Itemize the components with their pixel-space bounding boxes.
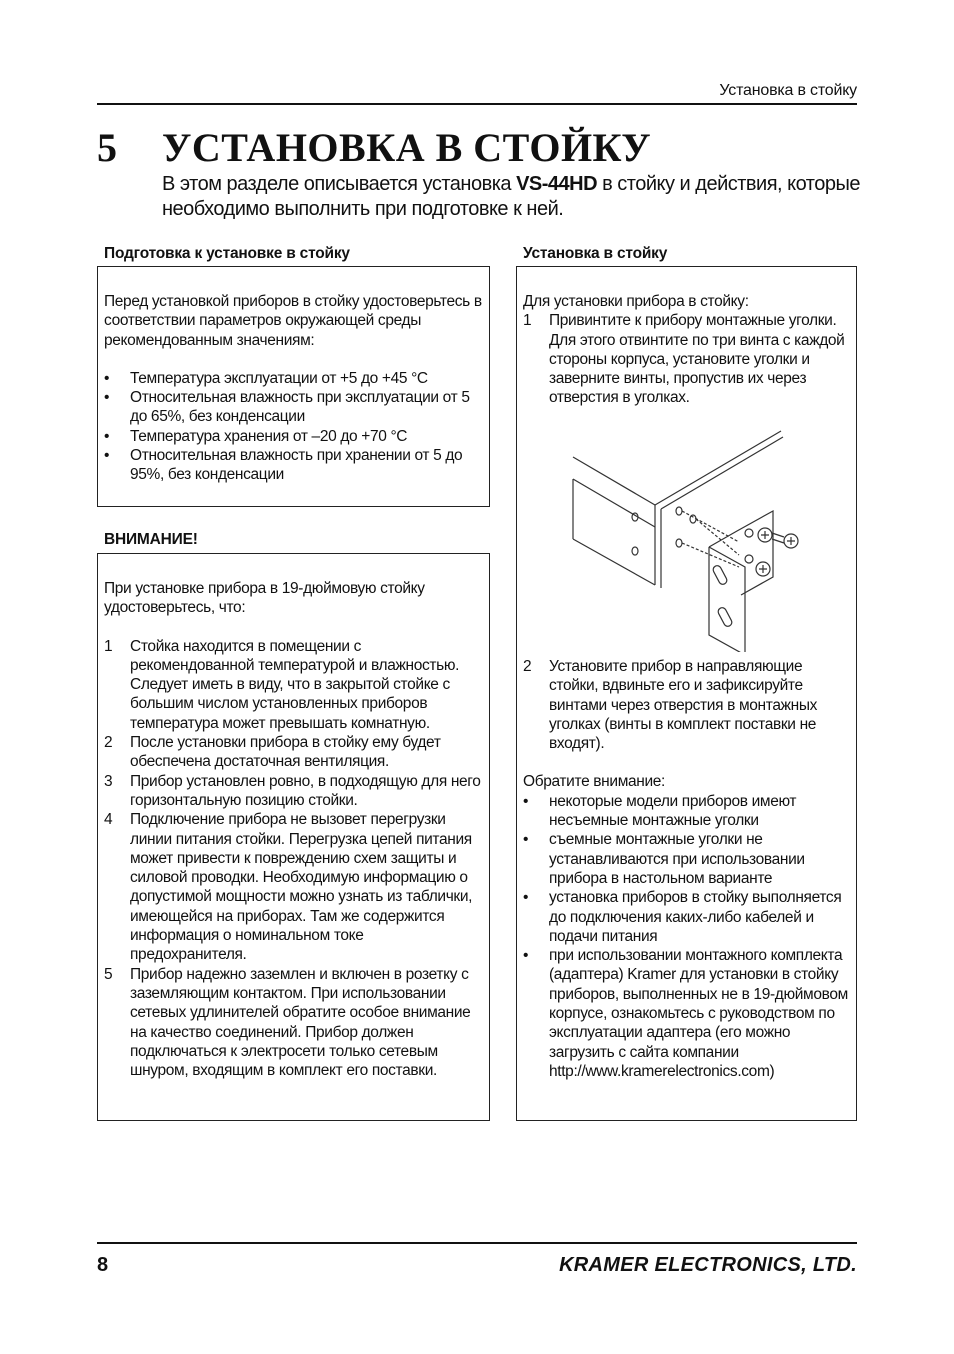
mount-heading: Установка в стойку: [523, 245, 668, 262]
chapter-intro: [162, 172, 862, 222]
model-name: VS-44HD: [516, 173, 598, 195]
chapter-title: УСТАНОВКА В СТОЙКУ: [162, 125, 652, 170]
list-item: 1 Привинтите к прибору монтажные уголки. Для этого отвинтите по три винта с каждой стороны корпуса, установите уголки и заверните винты, пропустив их через отверстия в уголках.: [523, 312, 845, 407]
intro-text-end: в стойку и действия, которые необходимо выполнить при подготовке к ней.: [162, 173, 860, 220]
list-item: • Относительная влажность при эксплуатации от 5 до 65%, без конденсации: [104, 389, 470, 426]
list-item: • некоторые модели приборов имеют несъемные монтажные уголки: [523, 792, 797, 830]
warning-paragraph: При установке прибора в 19-дюймовую стойку удостоверьтесь, что:: [104, 580, 425, 617]
prep-box: [97, 266, 490, 507]
page-number: 8: [97, 1254, 109, 1276]
chapter-number: 5: [97, 125, 117, 170]
list-item: • Температура эксплуатации от +5 до +45 °С: [104, 369, 428, 387]
list-item: 4 Подключение прибора не вызовет перегрузки линии питания стойки. Перегрузка цепей питания может привести к повреждению схем защиты и силовой проводки. Необходимую информацию о допустимой мощности можно узнать из таблички, имеющейся на приборах. Там же содержится информация о номинальном токе предохранителя.: [104, 811, 473, 964]
mount-box: [516, 266, 857, 1121]
note-lead: Обратите внимание:: [523, 773, 666, 791]
list-item: 2 Установите прибор в направляющие стойки, вдвиньте его и зафиксируйте винтами через отверстия в монтажных уголках (винты в комплект поставки не входят).: [523, 658, 818, 753]
list-item: • съемные монтажные уголки не устанавливаются при использовании прибора в настольном варианте: [523, 831, 805, 887]
mount-lead: Для установки прибора в стойку:: [523, 293, 749, 310]
list-item: • установка приборов в стойку выполняется до подключения каких-либо кабелей и подачи питания: [523, 889, 842, 945]
list-item: • Относительная влажность при хранении от 5 до 95%, без конденсации: [104, 447, 463, 484]
running-header: Установка в стойку: [719, 82, 857, 99]
prep-heading: Подготовка к установке в стойку: [104, 245, 350, 262]
warning-box: [97, 553, 490, 1121]
list-item: 2 После установки прибора в стойку ему будет обеспечена достаточная вентиляция.: [104, 734, 441, 771]
list-item: • Температура хранения от –20 до +70 °С: [104, 427, 408, 445]
footer-company: KRAMER ELECTRONICS, LTD.: [559, 1254, 857, 1276]
intro-text-start: В этом разделе описывается установка: [162, 173, 517, 195]
prep-paragraph: Перед установкой приборов в стойку удостоверьтесь в соответствии параметров окружающей среды рекомендованным значениям:: [104, 293, 482, 349]
list-item: • при использовании монтажного комплекта (адаптера) Kramer для установки в стойку приборов, выполненных не в 19-дюймовом корпусе, ознакомьтесь с руководством по эксплуатации адаптера (его можно загрузить с сайта компании http://www.kramerelectronics.com): [523, 947, 848, 1080]
list-item: 1 Стойка находится в помещении с рекомендованной температурой и влажностью. Следует иметь в виду, что в закрытой стойке с большим числом установленных приборов температура может превышать комнатную.: [104, 637, 460, 732]
warning-heading: ВНИМАНИЕ!: [104, 531, 198, 548]
header-rule: [97, 103, 857, 105]
list-item: 5 Прибор надежно заземлен и включен в розетку с заземляющим контактом. При использовании сетевых удлинителей обратите особое внимание на качество соединений. Прибор должен подключаться к электросети только сетевым шнуром, входящим в комплект его поставки.: [104, 965, 471, 1080]
list-item: 3 Прибор установлен ровно, в подходящую для него горизонтальную позицию стойки.: [104, 772, 481, 809]
footer-rule: [97, 1242, 857, 1244]
rack-ear-illustration: [569, 427, 809, 652]
